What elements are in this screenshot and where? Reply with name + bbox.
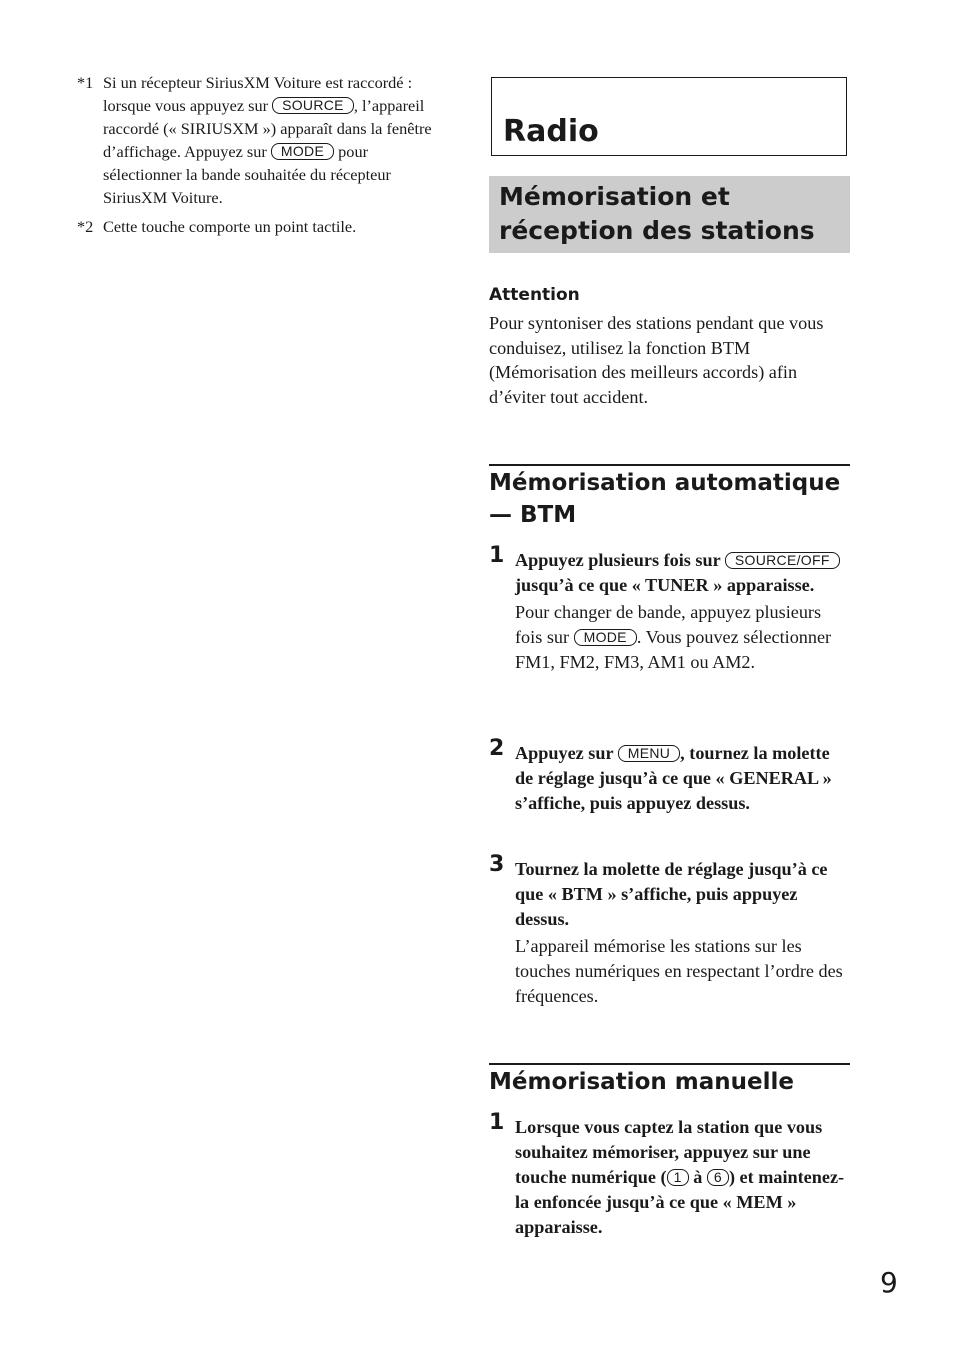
step-instruction: [515, 741, 850, 816]
section-divider: [489, 464, 850, 466]
auto-step-3: [489, 852, 850, 1009]
chapter-title-box: [491, 77, 847, 156]
footnote-text: Si un récepteur SiriusXM Voiture est raccordé : lorsque vous appuyez sur: [103, 73, 413, 115]
step-number: 2: [489, 736, 505, 761]
auto-step-1: [489, 543, 850, 675]
instruction-text: Appuyez plusieurs fois sur: [515, 550, 725, 570]
attention-text: Pour syntoniser des stations pendant que vous conduisez, utilisez la fonction BTM (Mémorisation des meilleurs accords) afin d’éviter tout accident.: [489, 313, 824, 407]
section-title-band: [489, 176, 850, 253]
chapter-title: Radio: [503, 114, 599, 149]
source-key-label: SOURCE: [272, 97, 354, 114]
section-divider: [489, 1063, 850, 1065]
instruction-text: Lorsque vous captez la station que vous souhaitez mémoriser, appuyez sur une touche numérique (: [515, 1117, 823, 1187]
step-number: 1: [489, 543, 505, 568]
instruction-text: jusqu’à ce que « TUNER » apparaisse.: [515, 575, 815, 595]
source-off-key-label: SOURCE/OFF: [725, 552, 840, 569]
manual-step-1: [489, 1110, 850, 1240]
step-number: 3: [489, 852, 505, 877]
step-number: 1: [489, 1110, 505, 1135]
step-description: [515, 600, 850, 675]
mode-key-label: MODE: [574, 629, 637, 646]
number-key-6-label: 6: [707, 1169, 729, 1186]
footnote-mark: *1: [77, 73, 94, 92]
footnote-text: pour sélectionner la bande souhaitée du récepteur SiriusXM Voiture.: [103, 142, 391, 207]
step-instruction: [515, 548, 850, 598]
instruction-text: à: [688, 1167, 707, 1187]
step-instruction: Tournez la molette de réglage jusqu’à ce que « BTM » s’affiche, puis appuyez dessus.: [515, 859, 828, 929]
footnote-text: , l’appareil raccordé (« SIRIUSXM ») apparaît dans la fenêtre d’affichage. Appuyez sur: [103, 96, 432, 161]
attention-heading: Attention: [489, 285, 580, 305]
footnote-mark: *2: [77, 217, 94, 236]
auto-step-2: [489, 736, 850, 816]
description-text: . Vous pouvez sélectionner FM1, FM2, FM3, AM1 ou AM2.: [515, 627, 832, 672]
manual-section-heading: Mémorisation manuelle: [489, 1069, 794, 1095]
instruction-text: , tournez la molette de réglage jusqu’à ce que « GENERAL » s’affiche, puis appuyez dessus.: [515, 743, 832, 813]
instruction-text: Appuyez sur: [515, 743, 618, 763]
footnote-1: [77, 71, 437, 209]
step-description: L’appareil mémorise les stations sur les touches numériques en respectant l’ordre des fréquences.: [515, 936, 843, 1006]
footnote-text: Cette touche comporte un point tactile.: [103, 217, 357, 236]
page-number: 9: [880, 1266, 898, 1299]
instruction-text: ) et maintenez-la enfoncée jusqu’à ce que « MEM » apparaisse.: [515, 1167, 845, 1237]
number-key-1-label: 1: [667, 1169, 689, 1186]
description-text: Pour changer de bande, appuyez plusieurs fois sur: [515, 602, 822, 647]
mode-key-label: MODE: [271, 143, 334, 160]
menu-key-label: MENU: [618, 745, 680, 762]
footnotes: [77, 71, 437, 244]
step-instruction: [515, 1115, 850, 1240]
section-title: Mémorisation et réception des stations: [499, 182, 815, 245]
auto-section-heading: Mémorisation automatique — BTM: [489, 470, 841, 528]
footnote-2: [77, 215, 437, 238]
